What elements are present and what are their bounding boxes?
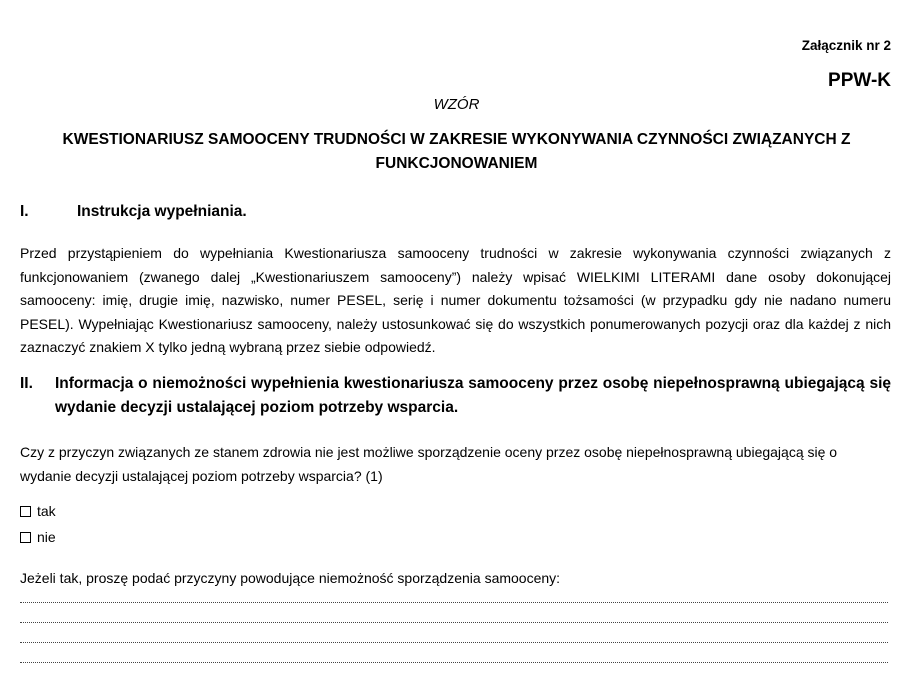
option-nie-label: nie <box>37 529 56 545</box>
template-label: WZÓR <box>433 96 480 113</box>
attachment-label: Załącznik nr 2 <box>801 38 891 53</box>
option-tak[interactable] <box>20 503 56 519</box>
reason-label: Jeżeli tak, proszę podać przyczyny powodujące niemożność sporządzenia samooceny: <box>20 570 561 586</box>
reason-line-4[interactable] <box>20 662 888 663</box>
reason-line-2[interactable] <box>20 622 888 623</box>
section-1-number: I. <box>20 203 29 220</box>
option-tak-label: tak <box>37 503 56 519</box>
form-code: PPW-K <box>828 70 891 91</box>
question-text: Czy z przyczyn związanych ze stanem zdrowia nie jest możliwe sporządzenie oceny przez osobę niepełnosprawną ubiegającą się o wydanie decyzji ustalającej poziom potrzeby wsparcia? (1) <box>20 444 838 484</box>
section-2-number: II. <box>20 375 33 392</box>
instructions-paragraph: Przed przystąpieniem do wypełniania Kwestionariusza samooceny trudności w zakresie wykonywania czynności związanych z funkcjonowaniem (zwanego dalej „Kwestionariuszem samooceny”) należy wpisać WIELKIMI LITERAMI dane osoby dokonującej samooceny: imię, drugie imię, nazwisko, numer PESEL, serię i numer dokumentu tożsamości (w przypadku gdy nie nadano numeru PESEL). Wypełniając Kwestionariusz samooceny, należy ustosunkować się do wszystkich ponumerowanych pozycji oraz dla każdej z nich zaznaczyć znakiem X tylko jedną wybraną przez siebie odpowiedź. <box>20 245 891 355</box>
checkbox-nie[interactable] <box>20 532 31 543</box>
section-2-title: Informacja o niemożności wypełnienia kwestionariusza samooceny przez osobę niepełnosprawną ubiegającą się wydanie decyzji ustalającej poziom potrzeby wsparcia. <box>55 375 891 416</box>
reason-line-3[interactable] <box>20 642 888 643</box>
checkbox-tak[interactable] <box>20 506 31 517</box>
section-1-heading <box>20 203 893 221</box>
reason-line-1[interactable] <box>20 602 888 603</box>
document-title: KWESTIONARIUSZ SAMOOCENY TRUDNOŚCI W ZAKRESIE WYKONYWANIA CZYNNOŚCI ZWIĄZANYCH Z FUNKCJONOWANIEM <box>62 131 851 172</box>
option-nie[interactable] <box>20 529 56 545</box>
section-2-heading <box>20 372 891 420</box>
section-1-title: Instrukcja wypełniania. <box>77 203 247 220</box>
